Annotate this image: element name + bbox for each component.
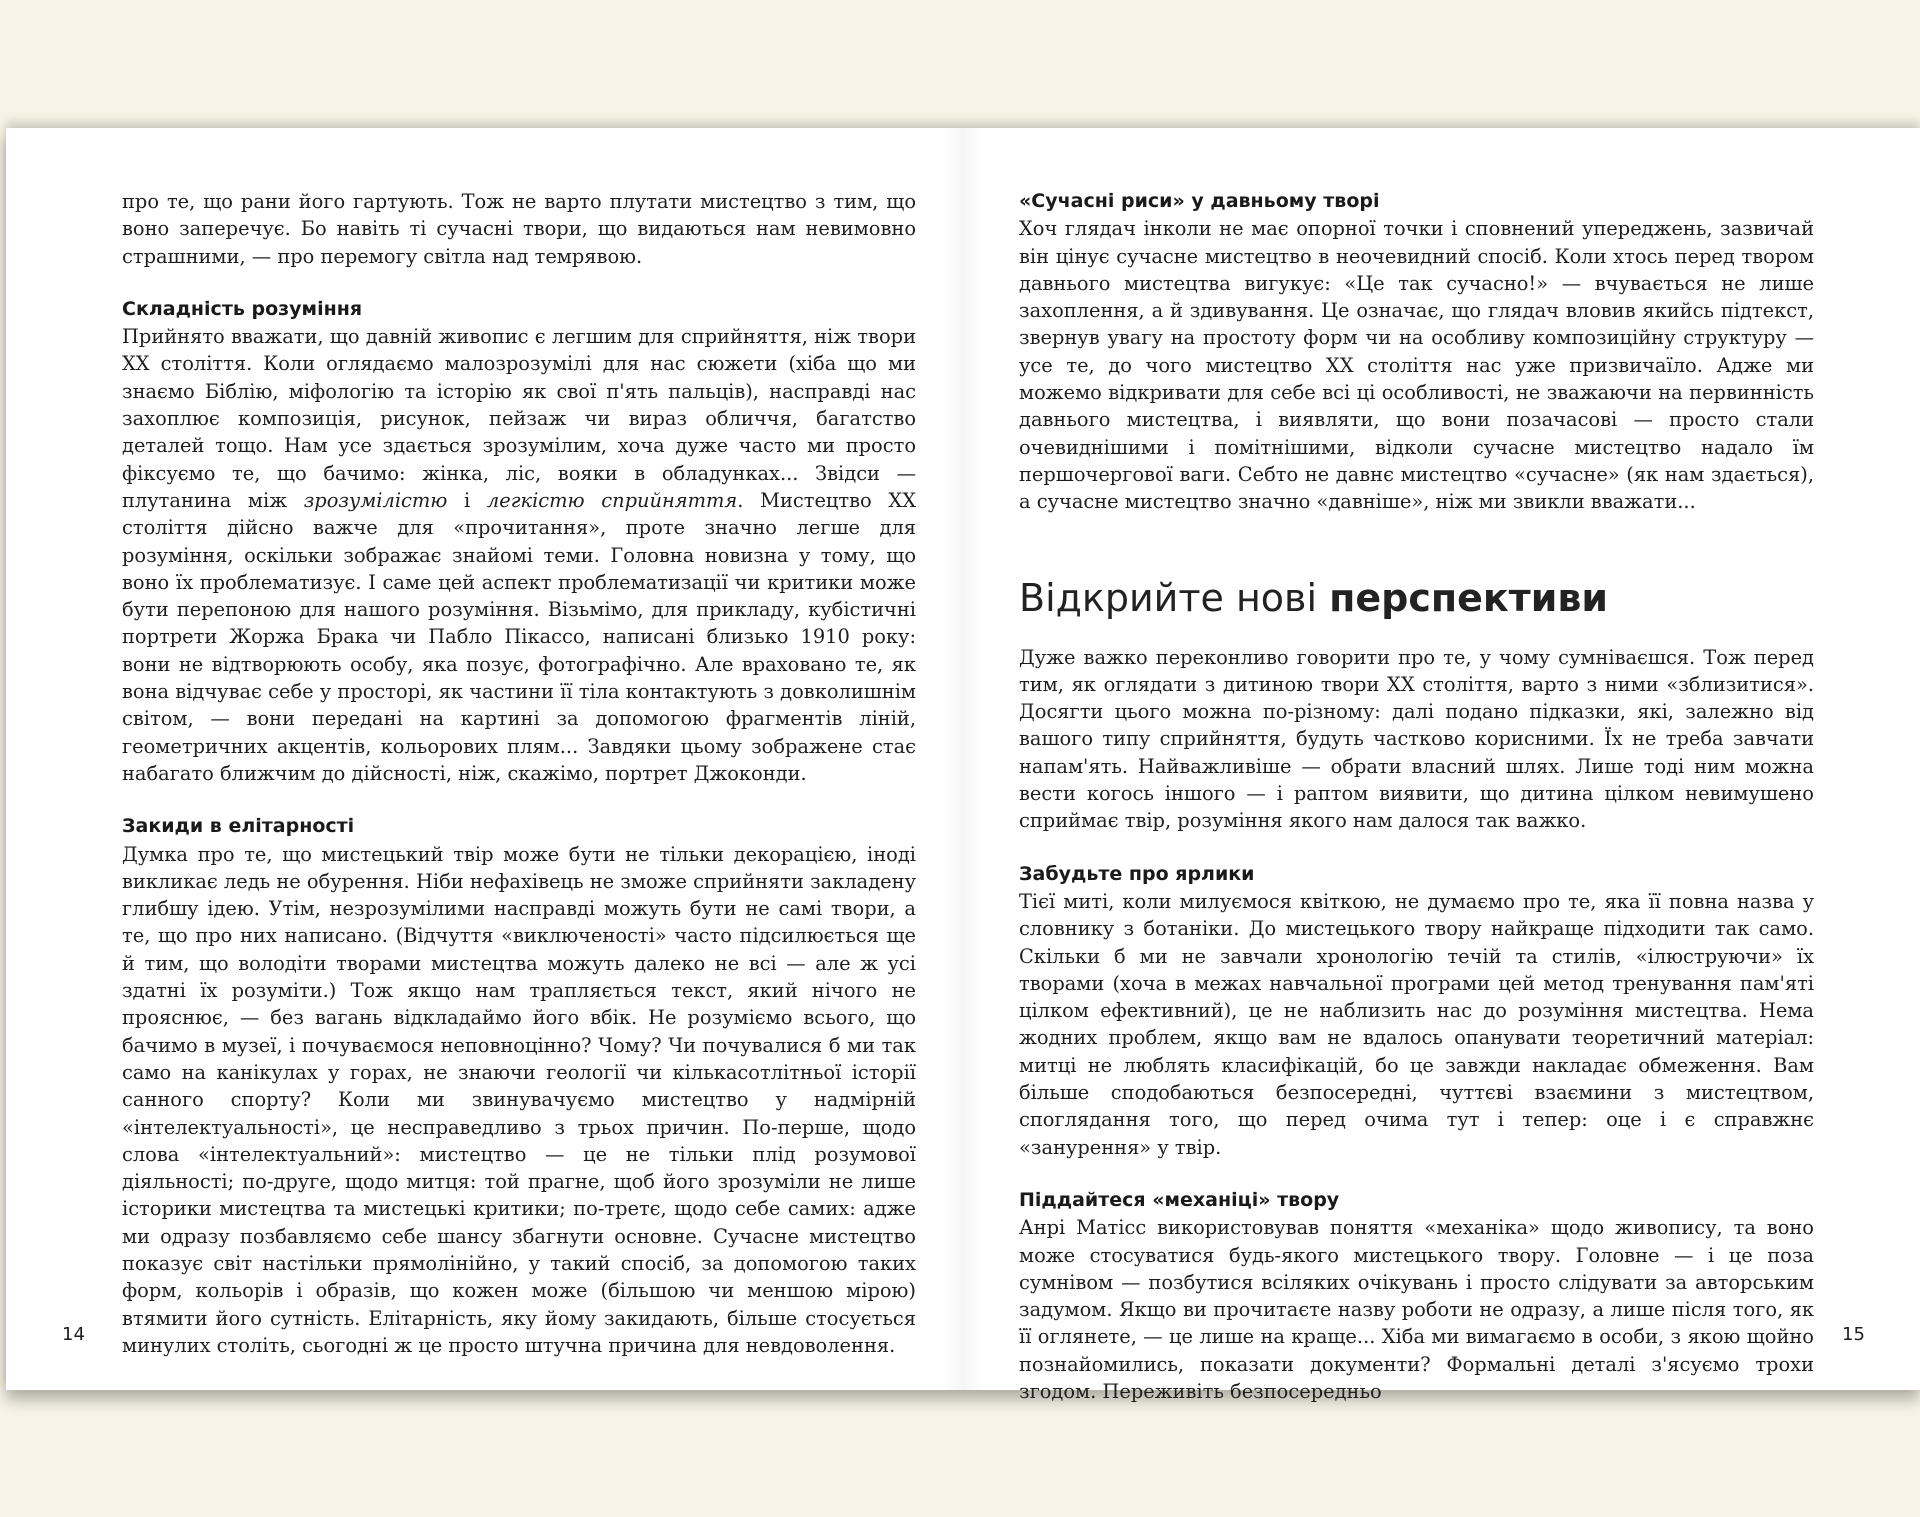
left-section1-heading: Складність розуміння [122, 297, 363, 320]
book-gutter [943, 128, 983, 1390]
left-section2-paragraph: Думка про те, що мистецький твір може бути не тільки декорацією, іноді викликає ледь не обурення. Ніби нефахівець не зможе сприйняти закладену глибшу ідею. Утім, незрозумілими насправді можуть бути не самі твори, а те, що про них написано. (Відчуття «виключеності» часто підсилюється ще й тим, що володіти творами мистецтва можуть далеко не всі — але ж усі здатні їх розуміти.) Тож якщо нам трапляється текст, який нічого не прояснює, — без вагань відкладаймо його вбік. Не розуміємо всього, що бачимо в музеї, і почуваємося неповноцінно? Чому? Чи почувалися б ми так само на канікулах у горах, не знаючи геології чи кількасотлітньої історії санного спорту? Коли ми звинувачуємо мистецтво у надмірній «інтелектуальності», це несправедливо з трьох причин. По-перше, щодо слова «інтелектуальний»: мистецтво — це не тільки плід розумової діяльності; по-друге, щодо митця: той прагне, щоб його зрозуміли не лише історики мистецтва та мистецькі критики; по-третє, щодо себе самих: адже ми одразу позбавляємо себе шансу збагнути основне. Сучасне мистецтво показує світ настільки прямолінійно, у такий спосіб, за допомогою таких форм, кольорів і образів, що кожен може (більшою чи меншою мірою) втямити його сутність. Елітарність, яку йому закидають, більше стосується минулих століть, сьогодні ж це просто штучна причина для невдоволення. [122, 842, 916, 1357]
left-section2-heading: Закиди в елітарності [122, 815, 355, 838]
right-section1-paragraph: Хоч глядач інколи не має опорної точки і сповнений упереджень, зазвичай він цінує сучасне мистецтво в неочевидний спосіб. Коли хтось перед твором давнього мистецтва вигукує: «Це так сучасно!» — вчувається не лише захоплення, а й здивування. Це означає, що глядач вловив якийсь підтекст, звернув увагу на простоту форм чи на особливу композиційну структуру — усе те, до чого мистецтво XX століття нас уже призвичаїло. Адже ми можемо відкривати для себе всі ці особливості, не зважаючи на первинність давнього мистецтва, і виявляти, що вони позачасові — просто стали очевиднішими і помітнішими, відколи сучасне мистецтво надало їм першочергової ваги. Себто не давнє мистецтво «сучасне» (як нам здається), а сучасне мистецтво значно «давніше», ніж ми звикли вважати... [1019, 217, 1814, 514]
right-section3-heading: Піддайтеся «механіці» твору [1019, 1188, 1340, 1211]
left-section1-text-a: Прийнято вважати, що давній живопис є легшим для сприйняття, ніж твори XX століття. Коли оглядаємо малозрозумілі для нас сюжети (хіба що ми знаємо Біблію, міфологію та історію як свої п'ять пальців), насправді нас захоплює композиція, рисунок, пейзаж чи вираз обличчя, багатство деталей тощо. Нам усе здається зрозумілим, хоча дуже часто ми просто фіксуємо те, що бачимо: жінка, ліс, вояки в обладунках... Звідси — плутанина між [122, 325, 916, 512]
right-section3-paragraph: Анрі Матісс використовував поняття «механіка» щодо живопису, та воно може стосуватися будь-якого мистецького твору. Головне — і це поза сумнівом — позбутися всіляких очікувань і просто слідувати за авторським задумом. Якщо ви прочитаєте назву роботи не одразу, а лише після того, як її оглянете, — це лише на краще... Хіба ми вимагаємо в особи, з якою щойно познайомились, показати документи? Формальні деталі з'ясуємо трохи згодом. Переживіть безпосередньо [1019, 1216, 1814, 1403]
right-section2-heading: Забудьте про ярлики [1019, 862, 1255, 885]
right-page-column [1019, 188, 1814, 1405]
right-page-number: 15 [1842, 1324, 1865, 1345]
left-section1-text-c: . Мистецтво XX століття дійсно важче для «прочитання», проте значно легше для розуміння, оскільки зображає знайомі теми. Головна новизна у тому, що воно їх проблематизує. І саме цей аспект проблематизації чи критики може бути перепоною для нашого розуміння. Візьмімо, для прикладу, кубістичні портрети Жоржа Брака чи Пабло Пікассо, написані близько 1910 року: вони не відтворюють особу, яка позує, фотографічно. Але враховано те, як вона відчуває себе у просторі, як частини її тіла контактують з довколишнім світом, — вони передані на картині за допомогою фрагментів ліній, геометричних акцентів, кольорових плям... Завдяки цьому зображене стає набагато ближчим до дійсності, ніж, скажімо, портрет Джоконди. [122, 488, 916, 785]
left-section1-emphasis-2: легкістю сприйняття [486, 488, 738, 512]
chapter-heading [1019, 574, 1814, 622]
chapter-heading-light: Відкрийте нові [1019, 575, 1330, 620]
left-intro-paragraph: про те, що рани його гартують. Тож не варто плутати мистецтво з тим, що воно заперечує. Бо навіть ті сучасні твори, що видаються нам невимовно страшними, — про перемогу світла над темрявою. [122, 190, 916, 268]
left-section1-emphasis-1: зрозумілістю [303, 488, 448, 512]
left-page-column [122, 188, 916, 1359]
right-intro-paragraph: Дуже важко переконливо говорити про те, у чому сумніваєшся. Тож перед тим, як оглядати з дитиною твори XX століття, варто з ними «зблизитися». Досягти цього можна по-різному: далі подано підказки, які, залежно від вашого типу сприйняття, будуть частково корисними. Їх не треба завчати напам'ять. Найважливіше — обрати власний шлях. Лише тоді ним можна вести когось іншого — і раптом виявити, що дитина цілком невимушено сприймає твір, розуміння якого нам далося так важко. [1019, 645, 1814, 833]
left-section1-paragraph [122, 323, 916, 787]
chapter-heading-bold: перспективи [1329, 575, 1608, 620]
left-section1-text-b: і [447, 488, 487, 512]
book-spread [6, 128, 1920, 1403]
left-page-number: 14 [62, 1324, 85, 1345]
right-section2-paragraph: Тієї миті, коли милуємося квіткою, не думаємо про те, яка її повна назва у словнику з ботаніки. До мистецького твору найкраще підходити так само. Скільки б ми не завчали хронологію течій та стилів, «ілюструючи» їх творами (хоча в межах навчальної програми цей метод тренування пам'яті цілком ефективний), це не наблизить нас до розуміння мистецтва. Нема жодних проблем, якщо вам не вдалось опанувати теоретичний матеріал: митці не люблять класифікацій, бо це завжди накладає обмеження. Вам більше сподобаються безпосередні, чуттєві взаємини з мистецтвом, споглядання того, що перед очима тут і тепер: оце і є справжнє «занурення» у твір. [1019, 889, 1814, 1159]
right-section1-heading: «Сучасні риси» у давньому творі [1019, 190, 1380, 212]
